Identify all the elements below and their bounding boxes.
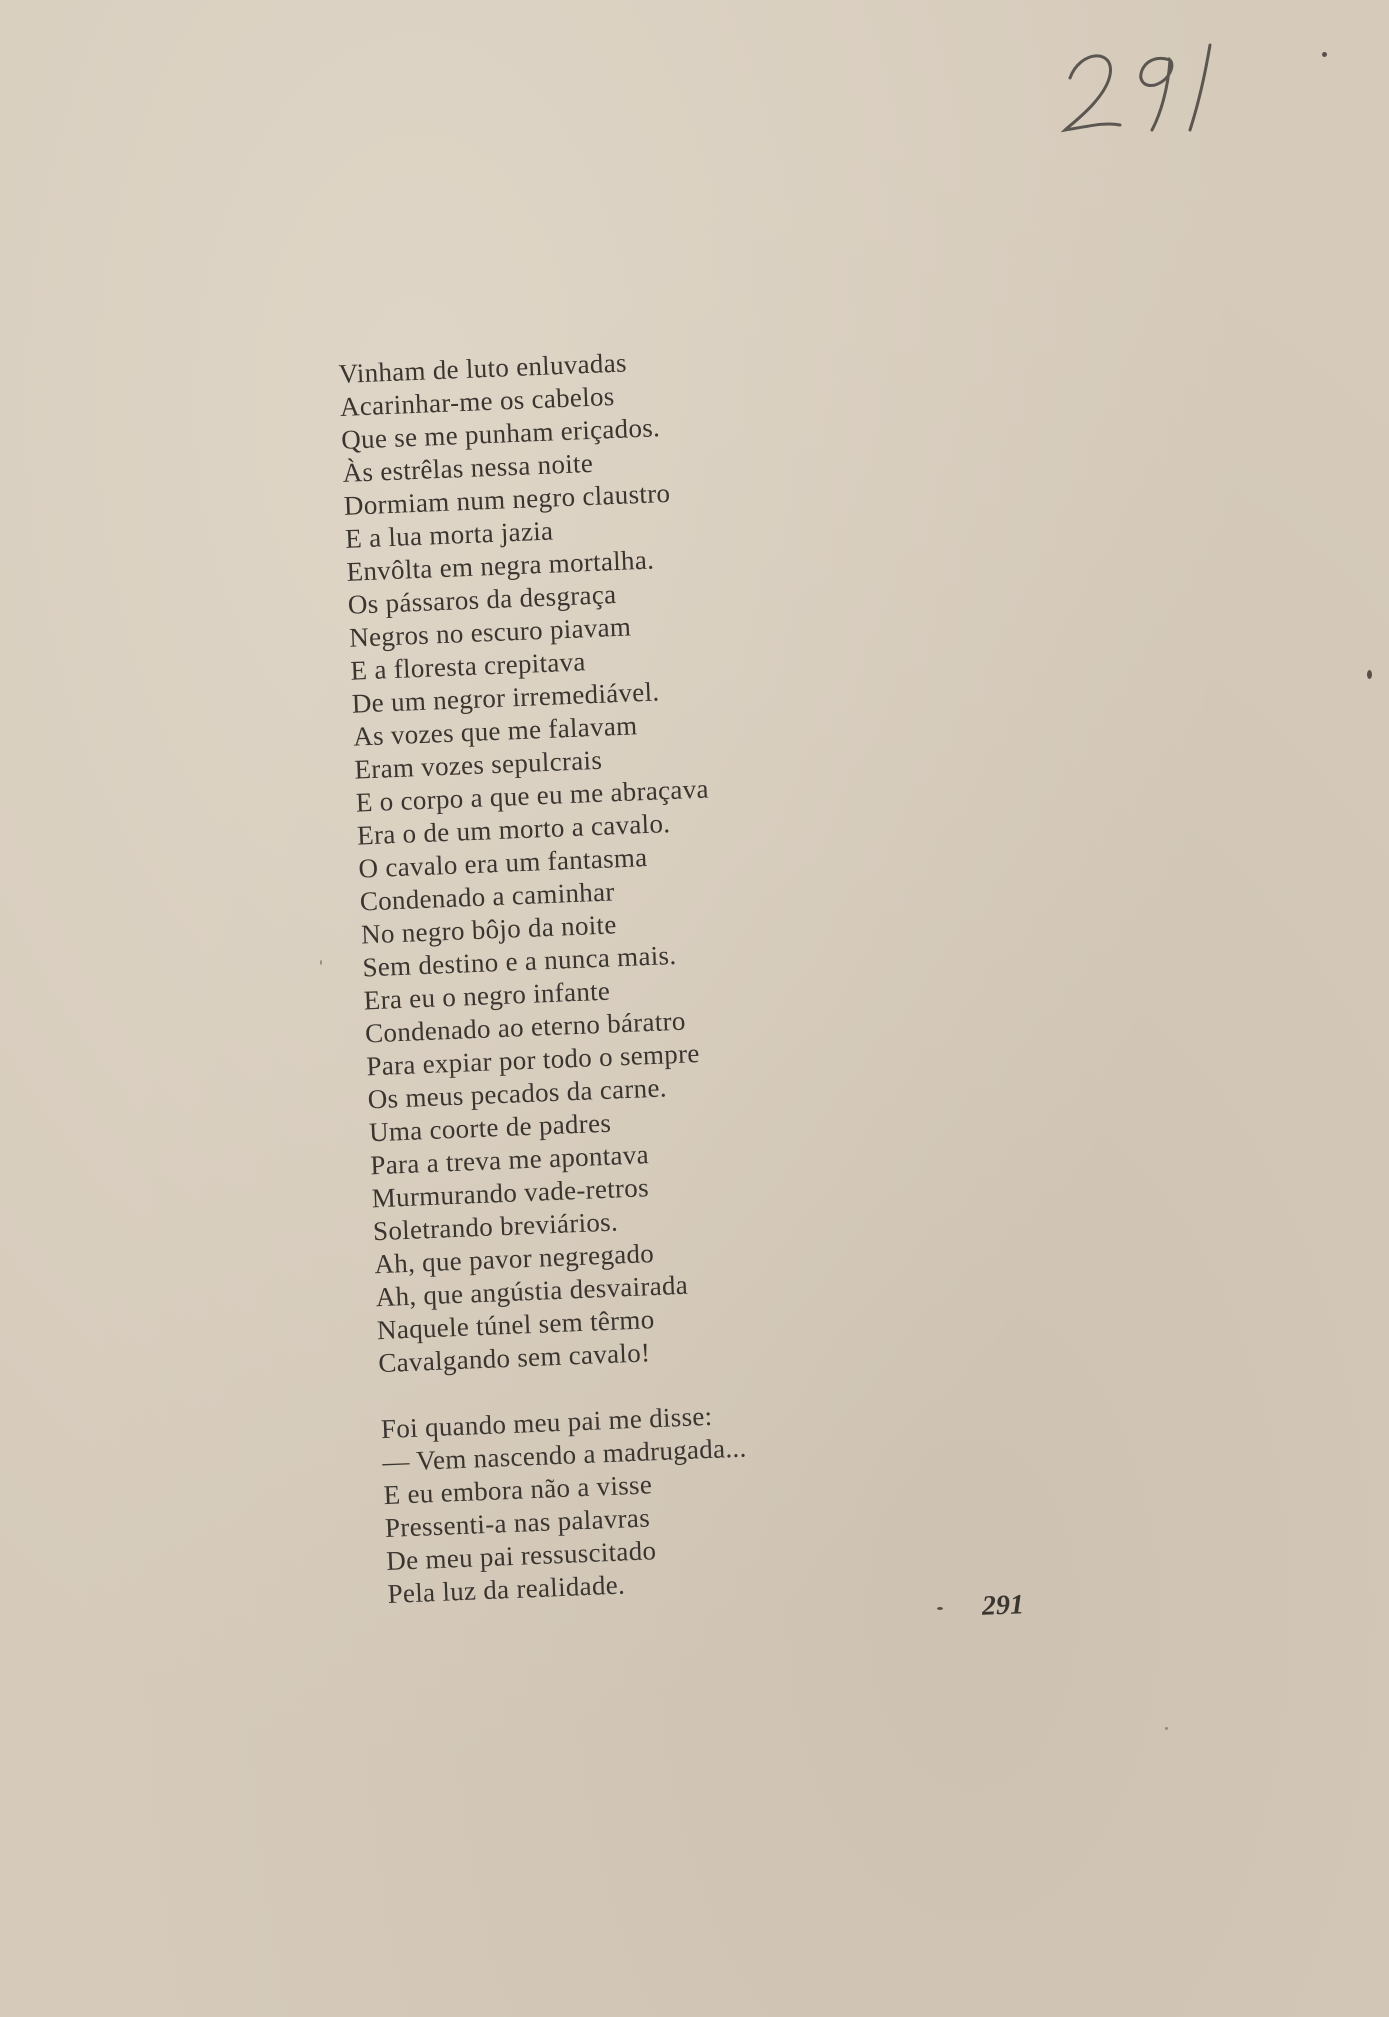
stanza-1 — [338, 333, 999, 1380]
poem-line: Cavalgando sem cavalo! — [377, 1337, 651, 1379]
poem-line: Dormiam num negro claustro — [343, 477, 671, 521]
poem-line: Condenado a caminhar — [359, 876, 616, 917]
paper-speck — [1367, 670, 1372, 679]
poem-line: Vinham de luto enluvadas — [338, 347, 628, 389]
paper-speck — [320, 960, 322, 965]
poem-line: Os pássaros da desgraça — [347, 579, 617, 620]
poem-line: E eu embora não a visse — [383, 1469, 653, 1511]
handwritten-page-number — [1060, 30, 1260, 140]
poem-line: Murmurando vade-retros — [371, 1172, 650, 1214]
poem-line: Uma coorte de padres — [368, 1107, 612, 1148]
poem-line: Ah, que pavor negregado — [373, 1238, 655, 1280]
paper-speck — [1165, 1727, 1168, 1730]
poem-line: Negros no escuro piavam — [348, 611, 632, 653]
poem-line: Que se me punham eriçados. — [340, 412, 661, 455]
svg-text:291: 291 — [1060, 30, 1062, 31]
poem-line: Pela luz da realidade. — [387, 1569, 626, 1609]
poem-line: E o corpo a que eu me abraçava — [355, 773, 710, 818]
stanza-2 — [380, 1388, 1007, 1611]
page-number: 291 — [981, 1589, 1025, 1622]
poem-line: — Vem nascendo a madrugada... — [381, 1432, 747, 1478]
poem-line: Para a treva me apontava — [369, 1139, 650, 1181]
poem-line: Era o de um morto a cavalo. — [356, 808, 671, 851]
paper-speck — [937, 1607, 943, 1610]
poem-line: Os meus pecados da carne. — [367, 1072, 668, 1115]
poem-line: Soletrando breviários. — [372, 1206, 619, 1247]
poem-line: E a lua morta jazia — [344, 515, 554, 554]
poem-line: Condenado ao eterno báratro — [364, 1005, 687, 1049]
poem-line: Era eu o negro infante — [363, 975, 611, 1016]
poem-text — [338, 333, 1008, 1611]
poem-line: Eram vozes sepulcrais — [353, 744, 603, 785]
poem-line: Acarinhar-me os cabelos — [339, 380, 616, 422]
poem-line: Naquele túnel sem têrmo — [376, 1304, 655, 1346]
poem-line: Envôlta em negra mortalha. — [345, 544, 655, 587]
poem-line: Foi quando meu pai me disse: — [380, 1400, 713, 1445]
poem-line: E a floresta crepitava — [349, 646, 587, 686]
poem-line: Pressenti-a nas palavras — [384, 1502, 651, 1544]
poem-line: Para expiar por todo o sempre — [365, 1038, 701, 1082]
poem-line: De meu pai ressuscitado — [385, 1535, 657, 1577]
poem-line: O cavalo era um fantasma — [357, 841, 648, 884]
poem-line: De um negror irremediável. — [351, 676, 660, 719]
paper-speck — [1322, 52, 1327, 57]
poem-line: As vozes que me falavam — [352, 710, 638, 752]
poem-line: Às estrêlas nessa noite — [342, 447, 594, 488]
poem-line: Sem destino e a nunca mais. — [361, 939, 677, 983]
poem-line: No negro bôjo da noite — [360, 909, 618, 950]
poem-line: Ah, que angústia desvairada — [375, 1269, 689, 1313]
